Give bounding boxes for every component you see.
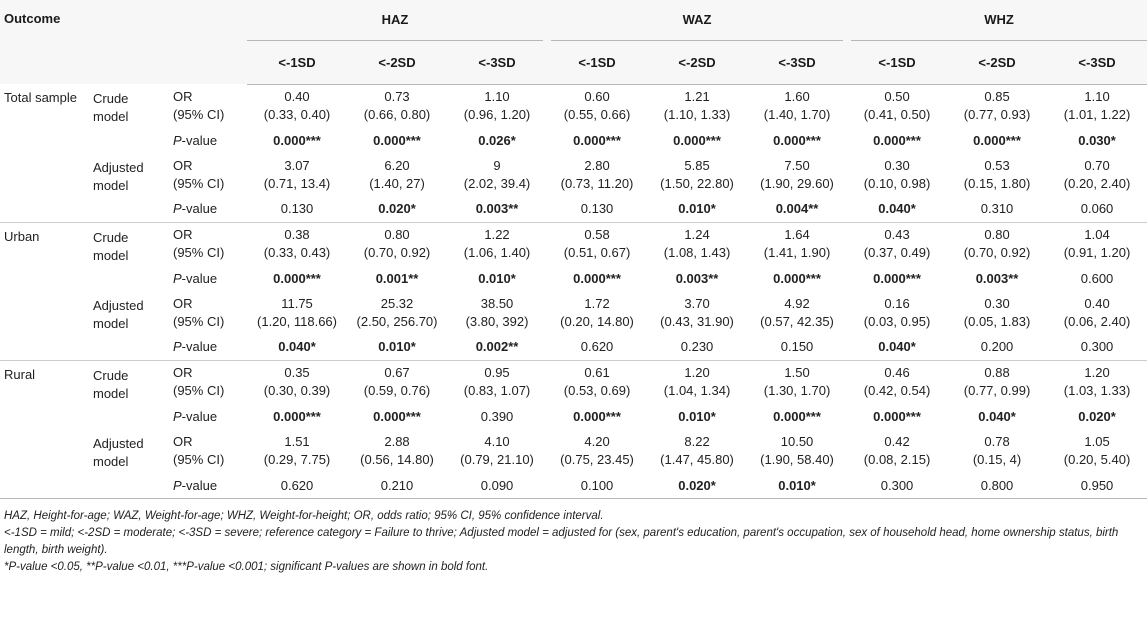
or-value: 0.42 bbox=[884, 434, 910, 449]
or-value: 1.20 bbox=[1084, 365, 1110, 381]
stat-label-p bbox=[165, 266, 247, 291]
subheader-haz-1sd: <-1SD bbox=[247, 40, 347, 84]
ci-value: (0.06, 2.40) bbox=[1063, 314, 1131, 329]
or-value: 1.51 bbox=[284, 434, 310, 449]
p-value: 0.002** bbox=[475, 339, 519, 355]
p-value: 0.000*** bbox=[373, 132, 421, 148]
or-value: 1.72 bbox=[584, 296, 610, 311]
or-ci-cell bbox=[847, 429, 947, 473]
or-ci-cell bbox=[547, 84, 647, 128]
table-row bbox=[0, 197, 1147, 222]
p-value: 0.010* bbox=[678, 408, 716, 424]
or-value: 0.80 bbox=[984, 227, 1010, 243]
ci-value: (0.79, 21.10) bbox=[460, 452, 534, 467]
ci-value: (0.41, 0.50) bbox=[863, 107, 931, 123]
ci-label: (95% CI) bbox=[173, 383, 225, 399]
or-value: 1.05 bbox=[1084, 434, 1110, 449]
group-header-whz: WHZ bbox=[847, 0, 1147, 40]
or-value: 0.67 bbox=[384, 365, 410, 381]
ci-value: (0.53, 0.69) bbox=[563, 383, 631, 399]
ci-value: (0.75, 23.45) bbox=[560, 452, 634, 467]
or-value: 0.40 bbox=[284, 89, 310, 105]
ci-value: (0.20, 14.80) bbox=[560, 314, 634, 329]
or-label: OR bbox=[173, 365, 193, 381]
p-value: 0.010* bbox=[778, 477, 816, 493]
or-value: 0.95 bbox=[484, 365, 510, 381]
ci-value: (1.41, 1.90) bbox=[763, 245, 831, 261]
ci-value: (0.73, 11.20) bbox=[560, 176, 634, 191]
p-suffix: -value bbox=[181, 408, 218, 424]
p-value: 0.003** bbox=[475, 201, 519, 217]
table-row bbox=[0, 360, 1147, 404]
site-label: Total sample bbox=[4, 90, 77, 105]
or-value: 0.53 bbox=[984, 158, 1010, 173]
or-ci-cell bbox=[547, 360, 647, 404]
p-letter: P bbox=[173, 132, 182, 148]
ci-value: (0.96, 1.20) bbox=[463, 107, 531, 123]
or-value: 0.61 bbox=[584, 365, 610, 381]
or-ci-cell bbox=[847, 222, 947, 266]
stat-label-or bbox=[165, 429, 247, 473]
footnote-significance: *P-value <0.05, **P-value <0.01, ***P-value <0.001; significant P-values are shown in bold font. bbox=[4, 561, 489, 573]
p-value: 0.620 bbox=[280, 477, 314, 493]
or-ci-cell bbox=[447, 429, 547, 473]
or-label: OR bbox=[173, 434, 193, 449]
p-value: 0.000*** bbox=[673, 132, 721, 148]
table-row bbox=[0, 84, 1147, 128]
group-header-waz: WAZ bbox=[547, 0, 847, 40]
ci-value: (0.91, 1.20) bbox=[1063, 245, 1131, 261]
stat-label-or bbox=[165, 153, 247, 197]
subheader-whz-1sd: <-1SD bbox=[847, 40, 947, 84]
ci-value: (0.57, 42.35) bbox=[760, 314, 834, 329]
ci-value: (1.08, 1.43) bbox=[663, 245, 731, 261]
ci-label: (95% CI) bbox=[173, 452, 225, 467]
or-value: 0.40 bbox=[1084, 296, 1110, 311]
p-value: 0.010* bbox=[378, 339, 416, 355]
or-ci-cell bbox=[847, 360, 947, 404]
p-value: 0.000*** bbox=[573, 270, 621, 286]
ci-value: (1.90, 58.40) bbox=[760, 452, 834, 467]
p-value: 0.020* bbox=[678, 477, 716, 493]
p-value: 0.004** bbox=[775, 201, 819, 217]
p-value: 0.000*** bbox=[573, 132, 621, 148]
or-ci-cell bbox=[247, 360, 347, 404]
ci-value: (0.08, 2.15) bbox=[863, 452, 931, 467]
ci-value: (0.10, 0.98) bbox=[863, 176, 931, 191]
or-ci-cell bbox=[247, 84, 347, 128]
ci-value: (0.05, 1.83) bbox=[963, 314, 1031, 329]
ci-label: (95% CI) bbox=[173, 176, 225, 191]
or-value: 10.50 bbox=[780, 434, 814, 449]
header-row-groups bbox=[0, 0, 1147, 40]
p-value: 0.000*** bbox=[573, 408, 621, 424]
p-value: 0.000*** bbox=[873, 132, 921, 148]
table-row bbox=[0, 266, 1147, 291]
table-row bbox=[0, 429, 1147, 473]
or-value: 2.88 bbox=[384, 434, 410, 449]
p-value: 0.020* bbox=[1078, 408, 1116, 424]
ci-value: (1.01, 1.22) bbox=[1063, 107, 1131, 123]
or-value: 5.85 bbox=[684, 158, 710, 173]
site-label: Rural bbox=[0, 360, 93, 498]
or-label: OR bbox=[173, 227, 193, 243]
or-value: 0.73 bbox=[384, 89, 410, 105]
ci-value: (0.55, 0.66) bbox=[563, 107, 631, 123]
or-value: 25.32 bbox=[380, 296, 414, 311]
or-label: OR bbox=[173, 158, 193, 173]
or-ci-cell bbox=[447, 84, 547, 128]
ci-value: (0.20, 5.40) bbox=[1063, 452, 1131, 467]
p-value: 0.040* bbox=[878, 201, 916, 217]
or-ci-cell bbox=[647, 222, 747, 266]
p-value: 0.060 bbox=[1080, 201, 1114, 217]
ci-value: (1.10, 1.33) bbox=[663, 107, 731, 123]
ci-value: (1.40, 1.70) bbox=[763, 107, 831, 123]
ci-value: (0.66, 0.80) bbox=[363, 107, 431, 123]
ci-value: (1.20, 118.66) bbox=[257, 314, 337, 329]
subheader-whz-3sd: <-3SD bbox=[1047, 40, 1147, 84]
p-value: 0.040* bbox=[878, 339, 916, 355]
ci-value: (1.04, 1.34) bbox=[663, 383, 731, 399]
p-value: 0.210 bbox=[380, 477, 414, 493]
p-value: 0.040* bbox=[278, 339, 316, 355]
ci-value: (0.20, 2.40) bbox=[1063, 176, 1131, 191]
or-value: 3.70 bbox=[684, 296, 710, 311]
group-header-haz: HAZ bbox=[247, 0, 547, 40]
or-ci-cell bbox=[947, 429, 1047, 473]
ci-label: (95% CI) bbox=[173, 314, 225, 329]
ci-value: (1.47, 45.80) bbox=[660, 452, 734, 467]
or-ci-cell bbox=[747, 153, 847, 197]
or-ci-cell bbox=[247, 222, 347, 266]
p-value: 0.390 bbox=[480, 408, 514, 424]
p-value: 0.130 bbox=[280, 201, 314, 217]
or-ci-cell bbox=[547, 153, 647, 197]
p-value: 0.000*** bbox=[873, 270, 921, 286]
p-value: 0.130 bbox=[580, 201, 614, 217]
table-row bbox=[0, 128, 1147, 153]
ci-value: (0.15, 4) bbox=[972, 452, 1022, 467]
or-value: 0.43 bbox=[884, 227, 910, 243]
p-value: 0.003** bbox=[975, 270, 1019, 286]
p-value: 0.300 bbox=[1080, 339, 1114, 355]
subheader-waz-1sd: <-1SD bbox=[547, 40, 647, 84]
or-ci-cell bbox=[647, 153, 747, 197]
or-value: 0.35 bbox=[284, 365, 310, 381]
p-letter: P bbox=[173, 408, 182, 424]
ci-value: (2.02, 39.4) bbox=[463, 176, 531, 191]
or-label: OR bbox=[173, 89, 193, 104]
or-value: 0.60 bbox=[584, 89, 610, 105]
p-suffix: -value bbox=[181, 477, 218, 493]
or-value: 0.58 bbox=[584, 227, 610, 243]
ci-value: (0.03, 0.95) bbox=[863, 314, 931, 329]
p-value: 0.100 bbox=[580, 477, 614, 493]
ci-value: (0.77, 0.93) bbox=[963, 107, 1031, 123]
ci-value: (1.50, 22.80) bbox=[660, 176, 734, 191]
or-label: OR bbox=[173, 296, 193, 311]
or-ci-cell bbox=[947, 153, 1047, 197]
or-value: 6.20 bbox=[384, 158, 410, 173]
or-value: 1.22 bbox=[484, 227, 510, 243]
ci-value: (0.83, 1.07) bbox=[463, 383, 531, 399]
or-value: 38.50 bbox=[480, 296, 514, 311]
or-ci-cell bbox=[347, 360, 447, 404]
p-value: 0.001** bbox=[375, 270, 419, 286]
ci-value: (0.70, 0.92) bbox=[363, 245, 431, 261]
or-ci-cell bbox=[547, 429, 647, 473]
p-value: 0.030* bbox=[1078, 132, 1116, 148]
ci-value: (2.50, 256.70) bbox=[356, 314, 438, 329]
crude-model-label: Crude model bbox=[93, 222, 165, 291]
footnote-abbreviations: HAZ, Height-for-age; WAZ, Weight-for-age; WHZ, Weight-for-height; OR, odds ratio; 95% CI, 95% confidence interval. bbox=[4, 510, 604, 522]
p-value: 0.090 bbox=[480, 477, 514, 493]
stat-label-or bbox=[165, 84, 247, 128]
p-value: 0.000*** bbox=[773, 132, 821, 148]
or-ci-cell bbox=[347, 153, 447, 197]
p-value: 0.300 bbox=[880, 477, 914, 493]
table-row bbox=[0, 153, 1147, 197]
or-value: 0.50 bbox=[884, 89, 910, 105]
p-value: 0.000*** bbox=[773, 408, 821, 424]
p-suffix: -value bbox=[181, 132, 218, 148]
p-suffix: -value bbox=[181, 339, 218, 355]
or-ci-cell bbox=[647, 429, 747, 473]
or-ci-cell bbox=[747, 429, 847, 473]
or-value: 1.64 bbox=[784, 227, 810, 243]
table-row bbox=[0, 222, 1147, 266]
or-value: 1.04 bbox=[1084, 227, 1110, 243]
ci-value: (0.15, 1.80) bbox=[963, 176, 1031, 191]
stat-label-p bbox=[165, 197, 247, 222]
p-value: 0.026* bbox=[478, 132, 516, 148]
stat-label-or bbox=[165, 222, 247, 266]
ci-value: (0.30, 0.39) bbox=[263, 383, 331, 399]
or-value: 1.24 bbox=[684, 227, 710, 243]
stat-label-p bbox=[165, 404, 247, 429]
or-ci-cell bbox=[747, 84, 847, 128]
p-value: 0.800 bbox=[980, 477, 1014, 493]
or-ci-cell bbox=[847, 291, 947, 335]
stat-label-p bbox=[165, 335, 247, 360]
ci-value: (0.33, 0.43) bbox=[263, 245, 331, 261]
subheader-waz-3sd: <-3SD bbox=[747, 40, 847, 84]
p-value: 0.000*** bbox=[773, 270, 821, 286]
or-ci-cell bbox=[247, 291, 347, 335]
or-value: 7.50 bbox=[784, 158, 810, 173]
or-value: 1.50 bbox=[784, 365, 810, 381]
or-ci-cell bbox=[947, 84, 1047, 128]
or-ci-cell bbox=[1047, 153, 1147, 197]
crude-model-label: Crude model bbox=[93, 91, 129, 124]
or-value: 4.20 bbox=[584, 434, 610, 449]
p-value: 0.010* bbox=[478, 270, 516, 286]
or-ci-cell bbox=[947, 360, 1047, 404]
or-value: 0.30 bbox=[884, 158, 910, 173]
or-ci-cell bbox=[547, 291, 647, 335]
or-ci-cell bbox=[347, 291, 447, 335]
or-ci-cell bbox=[1047, 222, 1147, 266]
ci-value: (0.77, 0.99) bbox=[963, 383, 1031, 399]
or-value: 0.38 bbox=[284, 227, 310, 243]
or-ci-cell bbox=[747, 360, 847, 404]
or-value: 1.10 bbox=[484, 89, 510, 105]
p-value: 0.230 bbox=[680, 339, 714, 355]
ci-value: (0.56, 14.80) bbox=[360, 452, 434, 467]
or-value: 1.21 bbox=[684, 89, 710, 105]
p-value: 0.620 bbox=[580, 339, 614, 355]
stat-label-or bbox=[165, 291, 247, 335]
or-ci-cell bbox=[1047, 291, 1147, 335]
p-value: 0.000*** bbox=[873, 408, 921, 424]
ci-label: (95% CI) bbox=[173, 107, 225, 122]
outcome-header: Outcome bbox=[4, 11, 61, 26]
or-value: 8.22 bbox=[684, 434, 710, 449]
p-letter: P bbox=[173, 477, 182, 493]
p-value: 0.000*** bbox=[973, 132, 1021, 148]
subheader-haz-2sd: <-2SD bbox=[347, 40, 447, 84]
or-ci-cell bbox=[447, 153, 547, 197]
ci-value: (3.80, 392) bbox=[465, 314, 529, 329]
ci-value: (1.06, 1.40) bbox=[463, 245, 531, 261]
p-value: 0.020* bbox=[378, 201, 416, 217]
or-ci-cell bbox=[347, 84, 447, 128]
or-ci-cell bbox=[647, 84, 747, 128]
subheader-waz-2sd: <-2SD bbox=[647, 40, 747, 84]
or-value: 0.78 bbox=[984, 434, 1010, 449]
or-ci-cell bbox=[547, 222, 647, 266]
p-value: 0.000*** bbox=[273, 132, 321, 148]
or-ci-cell bbox=[747, 222, 847, 266]
crude-model-label: Crude model bbox=[93, 360, 165, 429]
adjusted-model-label: Adjusted model bbox=[93, 436, 144, 469]
p-value: 0.950 bbox=[1080, 477, 1114, 493]
or-ci-cell bbox=[447, 222, 547, 266]
or-ci-cell bbox=[947, 222, 1047, 266]
p-value: 0.000*** bbox=[373, 408, 421, 424]
or-ci-cell bbox=[347, 429, 447, 473]
or-value: 1.60 bbox=[784, 89, 810, 105]
or-ci-cell bbox=[1047, 84, 1147, 128]
ci-value: (0.42, 0.54) bbox=[863, 383, 931, 399]
or-value: 1.20 bbox=[684, 365, 710, 381]
or-value: 4.92 bbox=[784, 296, 810, 311]
p-value: 0.000*** bbox=[273, 408, 321, 424]
or-value: 9 bbox=[493, 158, 501, 173]
or-ci-cell bbox=[347, 222, 447, 266]
or-value: 0.85 bbox=[984, 89, 1010, 105]
ci-value: (0.59, 0.76) bbox=[363, 383, 431, 399]
or-ci-cell bbox=[847, 153, 947, 197]
ci-value: (1.90, 29.60) bbox=[760, 176, 834, 191]
or-ci-cell bbox=[647, 291, 747, 335]
table-body bbox=[0, 84, 1147, 498]
p-value: 0.040* bbox=[978, 408, 1016, 424]
ci-value: (1.40, 27) bbox=[369, 176, 425, 191]
adjusted-model-label: Adjusted model bbox=[93, 298, 144, 331]
table-row bbox=[0, 404, 1147, 429]
table-footnotes bbox=[0, 508, 1147, 576]
or-value: 0.46 bbox=[884, 365, 910, 381]
or-value: 0.70 bbox=[1084, 158, 1110, 173]
p-letter: P bbox=[173, 201, 182, 217]
p-value: 0.310 bbox=[980, 201, 1014, 217]
p-value: 0.003** bbox=[675, 270, 719, 286]
stat-label-p bbox=[165, 128, 247, 153]
p-letter: P bbox=[173, 339, 182, 355]
or-value: 4.10 bbox=[484, 434, 510, 449]
stat-label-p bbox=[165, 473, 247, 498]
or-ci-cell bbox=[247, 153, 347, 197]
ci-value: (0.33, 0.40) bbox=[263, 107, 331, 123]
ci-value: (0.29, 7.75) bbox=[263, 452, 331, 467]
p-value: 0.150 bbox=[780, 339, 814, 355]
or-value: 1.10 bbox=[1084, 89, 1110, 105]
ci-value: (0.43, 31.90) bbox=[660, 314, 734, 329]
ci-value: (0.51, 0.67) bbox=[563, 245, 631, 261]
or-value: 11.75 bbox=[281, 296, 313, 311]
adjusted-model-label: Adjusted model bbox=[93, 160, 144, 193]
or-ci-cell bbox=[447, 360, 547, 404]
or-value: 0.30 bbox=[984, 296, 1010, 311]
p-value: 0.010* bbox=[678, 201, 716, 217]
or-ci-cell bbox=[947, 291, 1047, 335]
p-suffix: -value bbox=[181, 270, 218, 286]
ci-value: (0.37, 0.49) bbox=[863, 245, 931, 261]
or-value: 3.07 bbox=[284, 158, 310, 173]
table-header bbox=[0, 0, 1147, 84]
or-value: 0.16 bbox=[884, 296, 910, 311]
or-value: 0.80 bbox=[384, 227, 410, 243]
p-letter: P bbox=[173, 270, 182, 286]
table-row bbox=[0, 291, 1147, 335]
or-ci-cell bbox=[1047, 429, 1147, 473]
p-value: 0.200 bbox=[980, 339, 1014, 355]
or-value: 2.80 bbox=[584, 158, 610, 173]
p-value: 0.000*** bbox=[273, 270, 321, 286]
ci-value: (1.30, 1.70) bbox=[763, 383, 831, 399]
ci-label: (95% CI) bbox=[173, 245, 225, 261]
ci-value: (1.03, 1.33) bbox=[1063, 383, 1131, 399]
or-ci-cell bbox=[747, 291, 847, 335]
or-ci-cell bbox=[647, 360, 747, 404]
ci-value: (0.71, 13.4) bbox=[263, 176, 331, 191]
subheader-whz-2sd: <-2SD bbox=[947, 40, 1047, 84]
table-row bbox=[0, 473, 1147, 498]
table-row bbox=[0, 335, 1147, 360]
p-suffix: -value bbox=[181, 201, 218, 217]
or-value: 0.88 bbox=[984, 365, 1010, 381]
subheader-haz-3sd: <-3SD bbox=[447, 40, 547, 84]
site-label: Urban bbox=[0, 222, 93, 360]
or-ci-cell bbox=[847, 84, 947, 128]
stat-label-or bbox=[165, 360, 247, 404]
p-value: 0.600 bbox=[1080, 270, 1114, 286]
or-ci-cell bbox=[247, 429, 347, 473]
or-ci-cell bbox=[1047, 360, 1147, 404]
or-ci-cell bbox=[447, 291, 547, 335]
footnote-definitions: <-1SD = mild; <-2SD = moderate; <-3SD = severe; reference category = Failure to thrive; Adjusted model = adjusted for (sex, parent's education, parent's occupation, sex of household head, home ownership status, birth length, birth weight). bbox=[4, 527, 1119, 556]
ci-value: (0.70, 0.92) bbox=[963, 245, 1031, 261]
